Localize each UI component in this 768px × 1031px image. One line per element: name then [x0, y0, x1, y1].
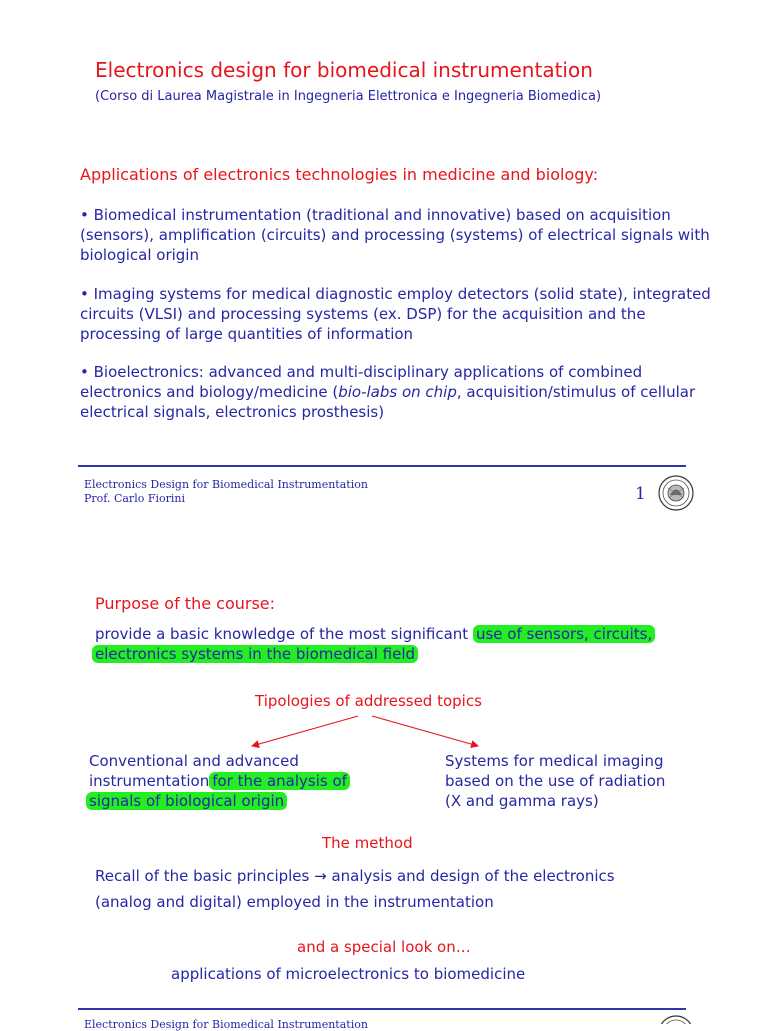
left-highlight-2: signals of biological origin	[86, 792, 287, 810]
bullet3-text-a: • Bioelectronics: advanced and multi-disciplinary applications of combined electronics and biology/medicine (	[80, 363, 643, 401]
special-text: applications of microelectronics to biomedicine	[171, 965, 526, 983]
purpose-heading: Purpose of the course:	[95, 594, 276, 613]
right-topic-line1: Systems for medical imaging	[445, 752, 664, 770]
purpose-highlight-2: electronics systems in the biomedical field	[92, 645, 418, 663]
topics-heading: Tipologies of addressed topics	[255, 692, 482, 710]
method-heading: The method	[322, 834, 413, 852]
special-heading: and a special look on…	[297, 938, 471, 956]
left-topic-text: instrumentation	[89, 772, 210, 790]
slide2-footer-course: Electronics Design for Biomedical Instrumentation	[84, 1018, 368, 1031]
left-topic-line2	[89, 771, 350, 791]
left-topic-line1: Conventional and advanced	[89, 752, 299, 770]
bullet3-text-b: , acquisition/stimulus of cellular electrical signals, electronics prosthesis)	[80, 383, 696, 421]
method-line1: Recall of the basic principles → analysis and design of the electronics	[95, 867, 615, 885]
method-line2: (analog and digital) employed in the instrumentation	[95, 893, 494, 911]
left-highlight-1: for the analysis of	[209, 772, 350, 790]
bullet-imaging-systems: • Imaging systems for medical diagnostic employ detectors (solid state), integrated circuits (VLSI) and processing systems (ex. DSP) for the acquisition and the processing of large quantities of information	[80, 285, 711, 343]
arrow-left	[252, 716, 358, 746]
slide1-title: Electronics design for biomedical instrumentation	[95, 58, 593, 82]
university-seal-icon	[656, 1014, 696, 1024]
slide1-page-number: 1	[635, 484, 646, 504]
left-topic-line3	[86, 791, 287, 811]
slide2-footer-rule	[78, 1008, 686, 1010]
slide1-footer-course: Electronics Design for Biomedical Instrumentation	[84, 478, 368, 491]
purpose-highlight-1: use of sensors, circuits,	[473, 625, 655, 643]
arrow-right	[372, 716, 478, 746]
purpose-text-main: provide a basic knowledge of the most significant	[95, 625, 469, 643]
bullet3-italic: bio-labs on chip	[338, 383, 457, 401]
right-topic-line2: based on the use of radiation	[445, 772, 666, 790]
slide1-subtitle: (Corso di Laurea Magistrale in Ingegneria Elettronica e Ingegneria Biomedica)	[95, 89, 602, 104]
bullet-biomedical-instrumentation: • Biomedical instrumentation (traditional and innovative) based on acquisition (sensors), amplification (circuits) and processing (systems) of electrical signals with biological origin	[80, 206, 710, 264]
right-topic-line3: (X and gamma rays)	[445, 792, 599, 810]
slide1-footer-author: Prof. Carlo Fiorini	[84, 492, 185, 505]
slide1-heading: Applications of electronics technologies in medicine and biology:	[80, 165, 599, 184]
